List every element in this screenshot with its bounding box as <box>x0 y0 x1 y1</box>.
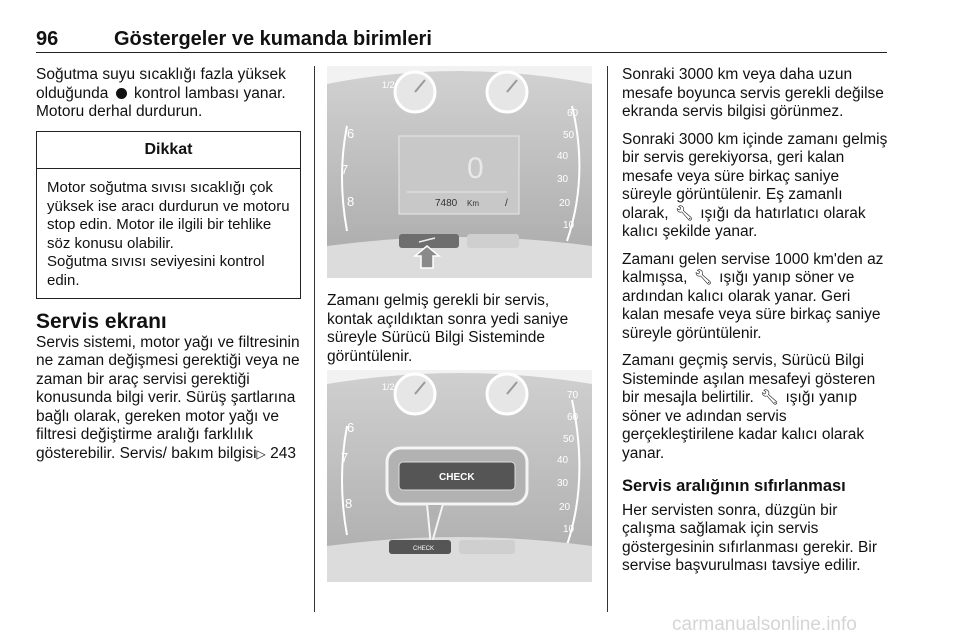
intro-text-2: kontrol lambası yanar. Motoru derhal durdurun. <box>36 84 286 120</box>
tick-50: 50 <box>563 434 575 445</box>
warning-light-icon <box>116 88 127 99</box>
tick-40: 40 <box>557 151 569 162</box>
section-title: Servis ekranı <box>36 310 167 333</box>
paragraph-3 <box>622 251 888 344</box>
wrench-icon: 🔧︎ <box>674 204 694 222</box>
column-left <box>36 66 301 472</box>
column-divider-1 <box>314 66 315 612</box>
paragraph-2 <box>622 131 888 242</box>
warning-body <box>37 169 300 298</box>
intro-paragraph <box>36 66 301 122</box>
tick-10: 10 <box>563 524 575 535</box>
tick-7: 7 <box>341 162 349 177</box>
warning-text-2: Soğutma sıvısı seviyesini kontrol edin. <box>47 253 265 289</box>
tick-50: 50 <box>563 130 575 141</box>
paragraph-4-text: Zamanı geçmiş servis, Sürücü Bilgi Sisteminde aşılan mesafeyi gösteren bir mesajla belirtilir. <box>622 352 876 406</box>
paragraph-5: Her servisten sonra, düzgün bir çalışma sağlamak için servis göstergesinin sıfırlanması gerekir. Bir servise başvurulması tavsiye edilir. <box>622 501 877 574</box>
figure-instrument-cluster-1 <box>327 66 592 278</box>
tick-30: 30 <box>557 174 569 185</box>
display-digit: 0 <box>467 152 484 185</box>
watermark: carmanualsonline.info <box>672 614 857 635</box>
wrench-small-icon: / <box>505 198 508 209</box>
warning-text-1: Motor soğutma sıvısı sıcaklığı çok yüksek ise aracı durdurun ve motoru stop edin. Motor ile ilgili bir tehlike söz konusu olabilir. <box>47 179 290 252</box>
warning-box <box>36 131 301 300</box>
odometer-unit: Km <box>467 199 479 208</box>
page-number: 96 <box>36 28 59 50</box>
tick-30: 30 <box>557 478 569 489</box>
subheading-reset: Servis aralığının sıfırlanması <box>622 477 846 495</box>
tick-10: 10 <box>563 220 575 231</box>
gauge-label-half: 1/2 <box>382 80 395 90</box>
tick-8: 8 <box>347 194 355 209</box>
section-text: Servis sistemi, motor yağı ve filtresinin ne zaman değişmesi gerektiği veya ne zaman bir araç servisi gerektiği konusunda bilgi verir. Sürüş şartlarına bağlı olarak, gereken motor yağı ve filtresi değiştirme aralığı farklılık gösterebilir. Servis/ bakım bilgisi <box>36 333 300 462</box>
paragraph-2-end: ışığı da hatırlatıcı olarak kalıcı şekilde yanar. <box>622 204 866 240</box>
tick-40: 40 <box>557 455 569 466</box>
tick-60: 60 <box>567 412 579 423</box>
figure1-caption: Zamanı gelmiş gerekli bir servis, kontak açıldıktan sonra yedi saniye süreyle Sürücü Bilgi Sisteminde görüntülenir. <box>327 292 569 365</box>
wrench-icon: 🔧︎ <box>693 269 713 286</box>
tick-7: 7 <box>341 450 349 465</box>
paragraph-4-end: ışığı yanıp söner ve adından servis gerçekleştirilene kadar kalıcı olarak yanar. <box>622 389 865 462</box>
odometer-value: 7480 <box>435 198 458 209</box>
warning-title: Dikkat <box>37 132 300 170</box>
wrench-icon: 🔧︎ <box>760 389 780 406</box>
tick-20: 20 <box>559 502 571 513</box>
tick-6: 6 <box>347 126 355 141</box>
tick-8: 8 <box>345 496 353 511</box>
check-popup-text: CHECK <box>439 472 475 483</box>
page-title: Göstergeler ve kumanda birimleri <box>114 28 432 50</box>
paragraph-2-text: Sonraki 3000 km içinde zamanı gelmiş bir servis gerekiyorsa, geri kalan mesafe veya süre birkaç saniye süreyle görüntülenir. Eş zamanlı olarak, <box>622 130 888 222</box>
paragraph-4 <box>622 352 888 463</box>
page-header <box>36 28 887 53</box>
tick-6: 6 <box>347 420 355 435</box>
page-ref-arrow-icon: ▷ <box>256 446 266 461</box>
gauge-label-half: 1/2 <box>382 382 395 392</box>
intro-text-1: Soğutma suyu sıcaklığı fazla yüksek olduğunda <box>36 66 286 102</box>
cluster-illustration-1 <box>327 66 592 278</box>
tick-60: 60 <box>567 108 579 119</box>
column-right <box>622 66 888 585</box>
tick-20: 20 <box>559 198 571 209</box>
cluster-illustration-2 <box>327 370 592 582</box>
page-ref-link[interactable]: 243 <box>270 444 296 462</box>
section-paragraph <box>36 334 301 464</box>
column-middle <box>327 292 593 375</box>
check-button-text: CHECK <box>413 546 435 552</box>
paragraph-3-text: Zamanı gelen servise 1000 km'den az kalmışsa, <box>622 250 884 286</box>
paragraph-3-end: ışığı yanıp söner ve ardından kalıcı olarak yanar. Geri kalan mesafe veya süre birkaç saniye süreyle görüntülenir. <box>622 269 881 342</box>
paragraph-1: Sonraki 3000 km veya daha uzun mesafe boyunca servis gerekli değilse ekranda servis bilgisi görünmez. <box>622 66 884 120</box>
column-divider-2 <box>607 66 608 612</box>
figure-instrument-cluster-2 <box>327 370 592 582</box>
tick-70: 70 <box>567 390 579 401</box>
